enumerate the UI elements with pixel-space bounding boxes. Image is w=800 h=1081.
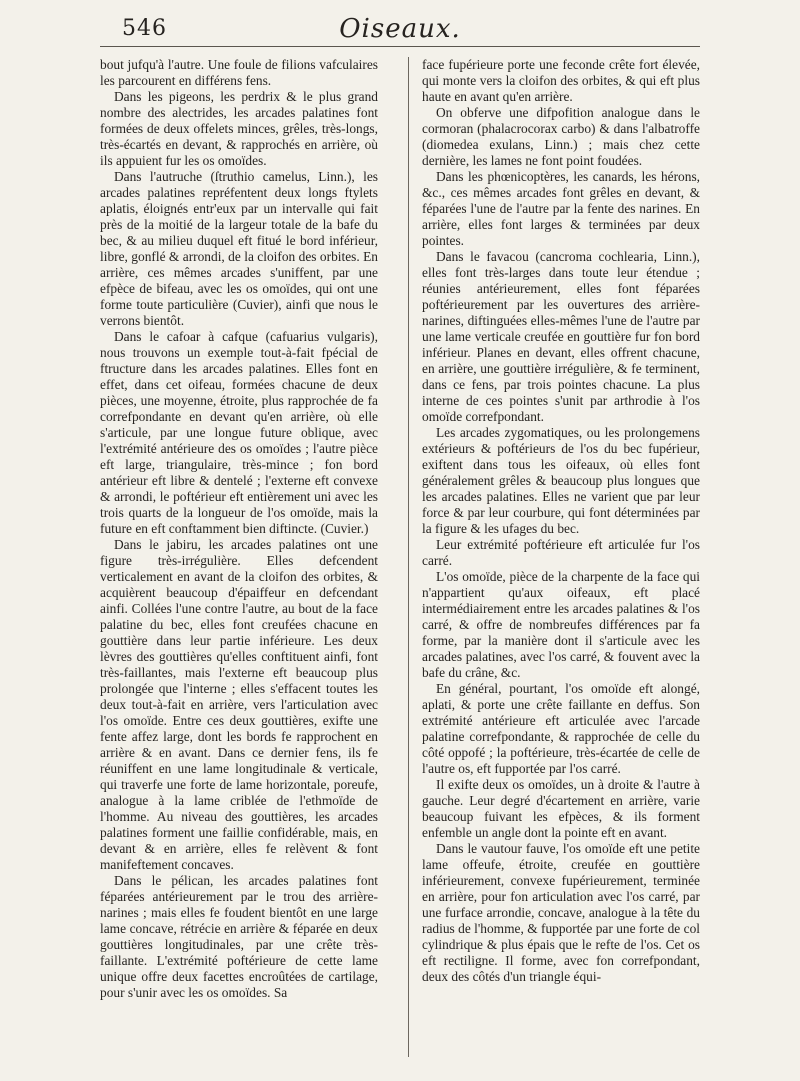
column-divider xyxy=(408,57,409,1057)
paragraph: Dans le pélican, les arcades palatines font féparées antérieurement par le trou des arrière-narines ; mais elles fe foudent bientôt en une large lame concave, rétrécie en arrière & féparée en deux gouttières longitudinales, par une crête très-faillante. L'extrémité poftérieure de cette lame unique offre deux facettes encroûtées de cartilage, pour s'unir avec les os omoïdes. Sa xyxy=(100,873,378,1000)
paragraph: face fupérieure porte une feconde crête fort élevée, qui monte vers la cloifon des orbites, & qui eft plus haute en avant qu'en arrière. xyxy=(422,57,700,104)
paragraph: Dans l'autruche (ſtruthio camelus, Linn.), les arcades palatines repréfentent deux longs ftylets aplatis, éloignés entr'eux par un intervalle qui fait près de la moitié de la largeur totale de la bafe du bec, & au milieu duquel eft fitué le bord inférieur, libre, gonflé & arrondi, de la cloifon des orbites. En arrière, ces mêmes arcades s'uniffent, par une efpèce de bifeau, avec les os omoïdes, qui ont une forme toute particulière (Cuvier), ainfi que nous le verrons bientôt. xyxy=(100,169,378,328)
paragraph: Il exifte deux os omoïdes, un à droite & l'autre à gauche. Leur degré d'écartement en arrière, varie beaucoup fuivant les efpèces, & ils forment enfemble un angle dont la pointe eft en avant. xyxy=(422,777,700,840)
paragraph: Leur extrémité poftérieure eft articulée fur l'os carré. xyxy=(422,537,700,568)
paragraph: Dans le favacou (cancroma cochlearia, Linn.), elles font très-larges dans toute leur étendue ; réunies antérieurement, elles font féparées poftérieurement par les ouvertures des arrière-narines, diftinguées elles-mêmes l'une de l'autre par une lame verticale creufée en gouttière fur fon bord inférieur. Planes en devant, elles offrent chacune, en arrière, une gouttière irrégulière, & fe terminent, dans ce fens, par trois pointes chacune. La plus interne de ces pointes s'unit par arthrodie à l'os omoïde correfpondant. xyxy=(422,249,700,424)
left-column xyxy=(100,57,378,1001)
page-number: 546 xyxy=(122,16,167,41)
page-header xyxy=(0,14,800,48)
paragraph: L'os omoïde, pièce de la charpente de la face qui n'appartient qu'aux oifeaux, eft placé intermédiairement entre les arcades palatines & l'os carré, & offre de nombreufes différences par fa forme, par la manière dont il s'articule avec les arcades palatines, avec l'os carré, & fouvent avec la bafe du crâne, &c. xyxy=(422,569,700,680)
paragraph: Les arcades zygomatiques, ou les prolongemens extérieurs & poftérieurs de l'os du bec fupérieur, exiftent dans tous les oifeaux, où elles font généralement grêles & beaucoup plus longues que les arcades palatines. Elles ne varient que par leur force & par leur courbure, qui font déterminées par la figure & les ufages du bec. xyxy=(422,425,700,536)
paragraph: Dans le cafoar à cafque (cafuarius vulgaris), nous trouvons un exemple tout-à-fait fpécial de ftructure dans les arcades palatines. Elles font en effet, dans cet oifeau, formées chacune de deux pièces, une moyenne, étroite, plus rapprochée de fa correfpondante en devant qu'en arrière, où elle s'articule, par une longue future oblique, avec l'extrémité antérieure des os omoïdes ; l'autre pièce eft large, triangulaire, très-mince ; fon bord antérieur eft libre & dentelé ; l'externe eft convexe & arrondi, le poftérieur eft entièrement uni avec les trois quarts de la longueur de l'os omoïde, mais la future en eft conftamment bien diftincte. (Cuvier.) xyxy=(100,329,378,536)
paragraph: En général, pourtant, l'os omoïde eft alongé, aplati, & porte une crête faillante en deffus. Son extrémité antérieure eft articulée avec l'arcade palatine correfpondante, & rapprochée de celle du côté oppofé ; la poftérieure, très-écartée de celle de l'autre os, eft fupportée par l'os carré. xyxy=(422,681,700,776)
paragraph: Dans le jabiru, les arcades palatines ont une figure très-irrégulière. Elles defcendent verticalement en avant de la cloifon des orbites, & acquièrent beaucoup d'épaiffeur en defcendant ainfi. Collées l'une contre l'autre, au bout de la face palatine du bec, elles font creufées chacune en gouttière dans leur partie inférieure. Les deux lèvres des gouttières qu'elles conftituent ainfi, font très-faillantes, mais l'externe eft beaucoup plus prolongée que l'interne ; elles s'effacent toutes les deux tout-à-fait en arrière, vers l'articulation avec l'os omoïde. Entre ces deux gouttières, exifte une fente affez large, dont les bords fe rapprochent en arrière & en avant. Dans ce dernier fens, ils fe réuniffent en une lame longitudinale & verticale, qui traverfe une forte de lame horizontale, poreufe, analogue à la lame criblée de l'ethmoïde de l'homme. Au niveau des gouttières, les arcades palatines forment une faillie confidérable, mais, en devant & en arrière, elles fe relèvent & font manifeftement concaves. xyxy=(100,537,378,872)
paragraph: bout jufqu'à l'autre. Une foule de filions vafculaires les parcourent en différens fens. xyxy=(100,57,378,88)
paragraph: On obferve une difpofition analogue dans le cormoran (phalacrocorax carbo) & dans l'albatroffe (diomedea exulans, Linn.) ; mais chez cette dernière, les lames ne font point foudées. xyxy=(422,105,700,168)
running-head: Oiseaux. xyxy=(339,14,461,44)
paragraph: Dans le vautour fauve, l'os omoïde eft une petite lame offeufe, étroite, creufée en gouttière inférieurement, convexe fupérieurement, terminée en arrière, pour fon articulation avec l'os carré, par une furface arrondie, concave, analogue à la tête du radius de l'homme, & fupportée par une forte de col cylindrique & plus épais que le refte de l'os. Cet os eft rectiligne. Il forme, avec fon correfpondant, deux des côtés d'un triangle équi- xyxy=(422,841,700,984)
right-column xyxy=(422,57,700,985)
header-rule xyxy=(100,46,700,47)
paragraph: Dans les pigeons, les perdrix & le plus grand nombre des alectrides, les arcades palatines font formées de deux offelets minces, grêles, très-longs, très-écartés en devant, & rapprochés en arrière, où ils appuient fur les os omoïdes. xyxy=(100,89,378,168)
paragraph: Dans les phœnicoptères, les canards, les hérons, &c., ces mêmes arcades font grêles en devant, & féparées l'une de l'autre par la fente des narines. En arrière, elles font larges & terminées par deux pointes. xyxy=(422,169,700,248)
